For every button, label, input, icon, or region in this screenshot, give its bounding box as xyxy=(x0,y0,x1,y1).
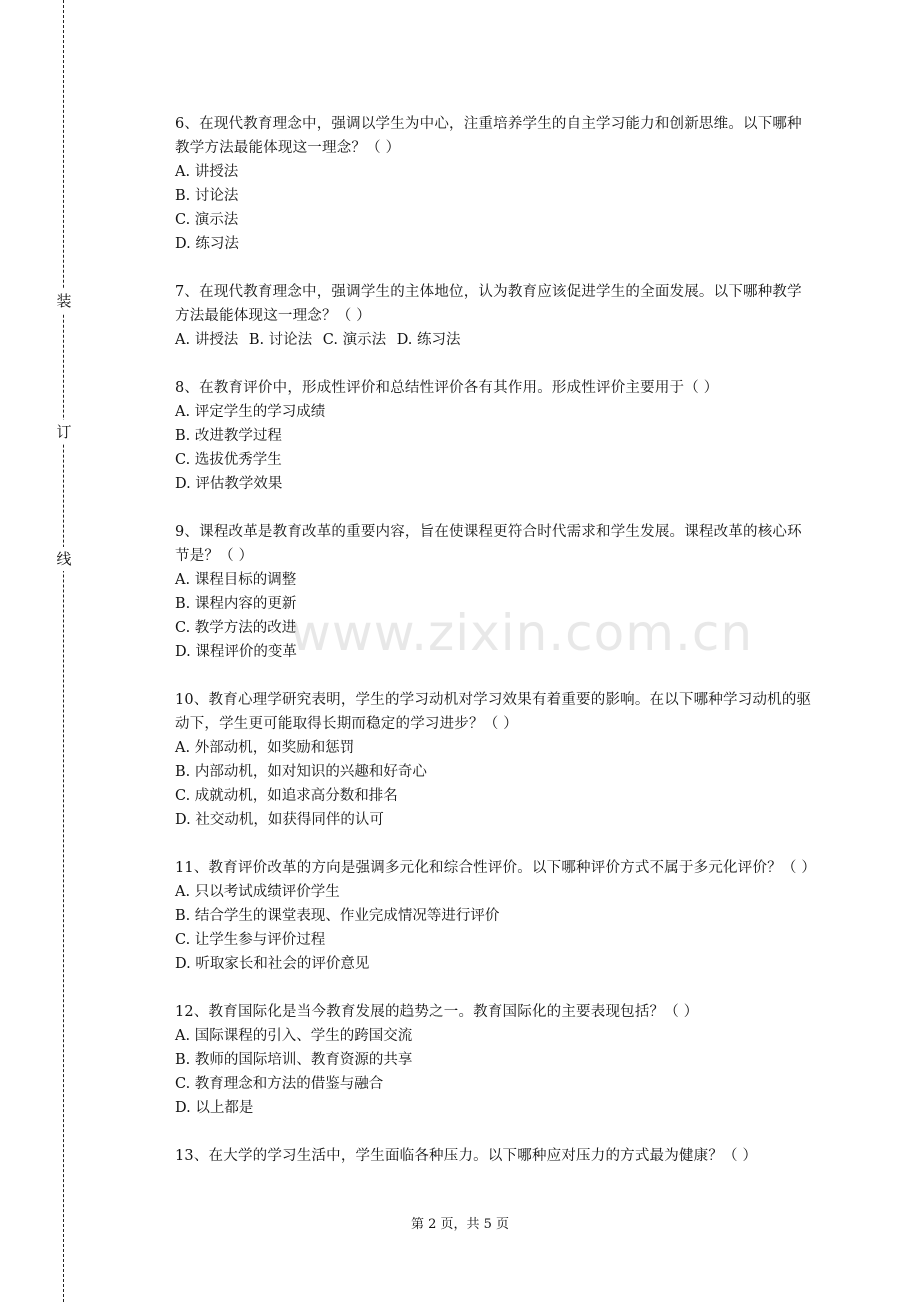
option-d: D. 社交动机，如获得同伴的认可 xyxy=(175,812,384,828)
option-b: B. 讨论法 xyxy=(248,332,313,348)
option-b: B. 结合学生的课堂表现、作业完成情况等进行评价 xyxy=(175,908,500,924)
question-7 xyxy=(175,280,815,352)
question-6 xyxy=(175,112,815,256)
option-d: D. 听取家长和社会的评价意见 xyxy=(175,956,370,972)
option-b: B. 改进教学过程 xyxy=(175,428,282,444)
option-d: D. 评估教学效果 xyxy=(175,476,283,492)
option-c: C. 选拔优秀学生 xyxy=(175,452,282,468)
option-d: D. 练习法 xyxy=(396,332,461,348)
inline-options xyxy=(175,328,815,352)
option-d: D. 以上都是 xyxy=(175,1100,254,1116)
question-11 xyxy=(175,856,815,976)
question-stem: 6、在现代教育理念中，强调以学生为中心，注重培养学生的自主学习能力和创新思维。以下哪种教学方法最能体现这一理念？（ ） xyxy=(175,116,802,156)
option-c: C. 演示法 xyxy=(322,332,387,348)
question-stem: 11、教育评价改革的方向是强调多元化和综合性评价。以下哪种评价方式不属于多元化评价？（ ） xyxy=(175,860,817,876)
option-c: C. 教育理念和方法的借鉴与融合 xyxy=(175,1076,384,1092)
binding-char-xian: 线 xyxy=(54,547,74,571)
binding-char-ding: 订 xyxy=(54,420,74,444)
binding-char-zhuang: 装 xyxy=(54,289,74,313)
option-b: B. 教师的国际培训、教育资源的共享 xyxy=(175,1052,413,1068)
question-10 xyxy=(175,688,815,832)
option-a: A. 外部动机，如奖励和惩罚 xyxy=(175,740,355,756)
option-c: C. 成就动机，如追求高分数和排名 xyxy=(175,788,398,804)
option-a: A. 讲授法 xyxy=(175,332,239,348)
option-a: A. 国际课程的引入、学生的跨国交流 xyxy=(175,1028,413,1044)
question-9 xyxy=(175,520,815,664)
option-a: A. 评定学生的学习成绩 xyxy=(175,404,326,420)
option-c: C. 教学方法的改进 xyxy=(175,620,297,636)
option-a: A. 只以考试成绩评价学生 xyxy=(175,884,340,900)
question-stem: 9、课程改革是教育改革的重要内容，旨在使课程更符合时代需求和学生发展。课程改革的核心环节是？（ ） xyxy=(175,524,802,564)
option-c: C. 演示法 xyxy=(175,212,239,228)
option-d: D. 练习法 xyxy=(175,236,239,252)
question-stem: 10、教育心理学研究表明，学生的学习动机对学习效果有着重要的影响。在以下哪种学习动机的驱动下，学生更可能取得长期而稳定的学习进步？（ ） xyxy=(175,692,812,732)
question-8 xyxy=(175,376,815,496)
option-c: C. 让学生参与评价过程 xyxy=(175,932,326,948)
question-stem: 13、在大学的学习生活中，学生面临各种压力。以下哪种应对压力的方式最为健康？（ ） xyxy=(175,1148,758,1164)
question-13 xyxy=(175,1144,815,1168)
option-d: D. 课程评价的变革 xyxy=(175,644,297,660)
question-list xyxy=(175,112,815,1192)
option-a: A. 讲授法 xyxy=(175,164,239,180)
question-stem: 12、教育国际化是当今教育发展的趋势之一。教育国际化的主要表现包括？（ ） xyxy=(175,1004,699,1020)
question-stem: 7、在现代教育理念中，强调学生的主体地位，认为教育应该促进学生的全面发展。以下哪种教学方法最能体现这一理念？（ ） xyxy=(175,284,802,324)
question-stem: 8、在教育评价中，形成性评价和总结性评价各有其作用。形成性评价主要用于（ ） xyxy=(175,380,719,396)
option-a: A. 课程目标的调整 xyxy=(175,572,297,588)
option-b: B. 内部动机，如对知识的兴趣和好奇心 xyxy=(175,764,427,780)
option-b: B. 讨论法 xyxy=(175,188,239,204)
page-footer: 第 2 页，共 5 页 xyxy=(410,1217,510,1232)
question-12 xyxy=(175,1000,815,1120)
option-b: B. 课程内容的更新 xyxy=(175,596,297,612)
watermark: www.zixin.com.cn xyxy=(290,604,754,662)
binding-line xyxy=(63,0,64,1302)
